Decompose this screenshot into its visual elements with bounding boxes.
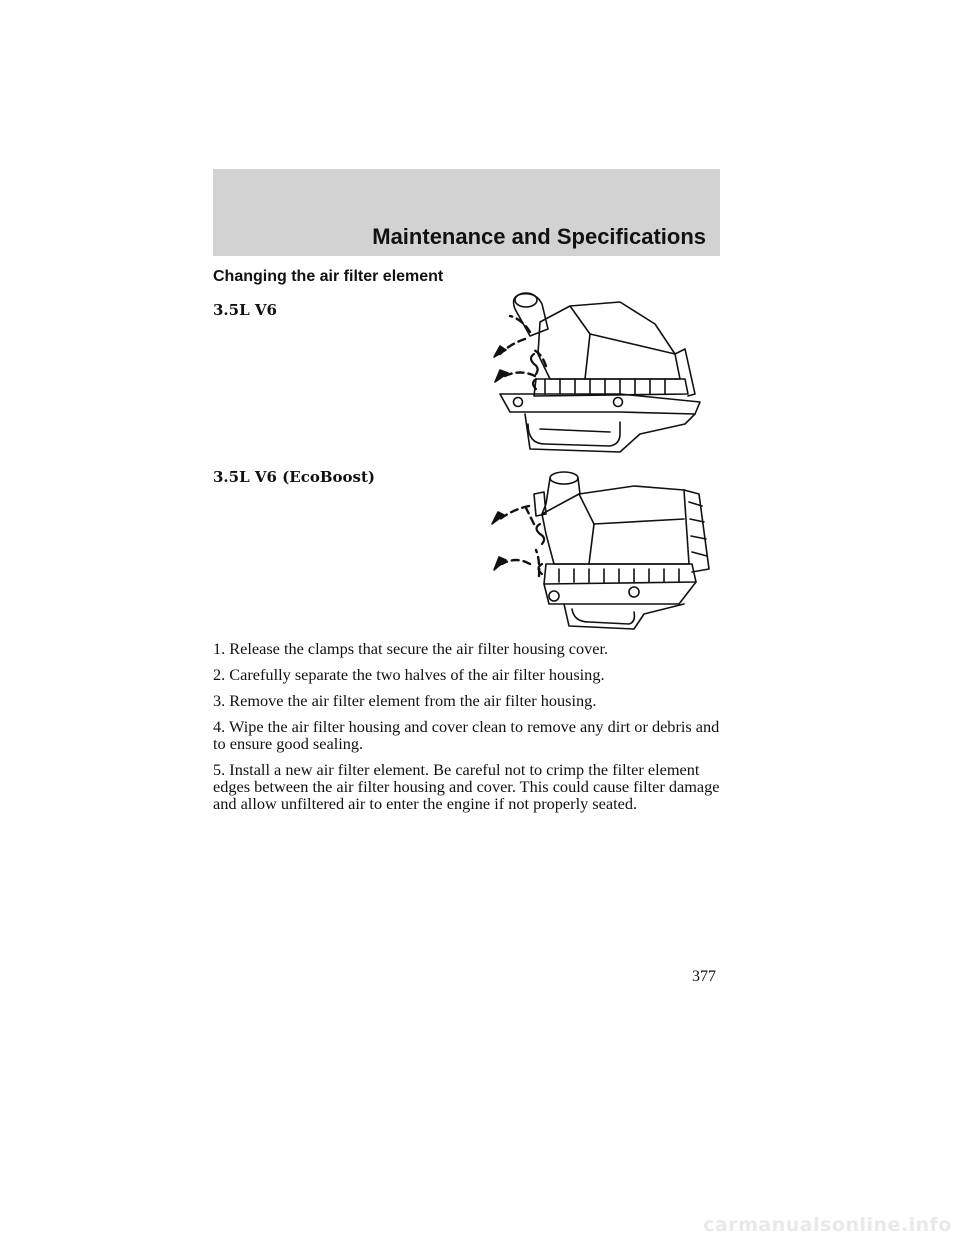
header-band <box>213 169 720 256</box>
instruction-steps <box>213 640 733 821</box>
step-4: 4. Wipe the air filter housing and cover clean to remove any dirt or debris and to ensure good sealing. <box>213 717 720 753</box>
section-heading: Changing the air filter element <box>213 268 444 285</box>
step-2: 2. Carefully separate the two halves of the air filter housing. <box>213 665 605 684</box>
engine-label-3-5l-v6-ecoboost: 3.5L V6 (EcoBoost) <box>213 468 375 486</box>
engine-label-3-5l-v6: 3.5L V6 <box>213 301 277 319</box>
air-filter-housing-ecoboost-illustration <box>484 464 720 634</box>
step-3: 3. Remove the air filter element from the air filter housing. <box>213 691 597 710</box>
watermark: carmanualsonline.info <box>703 1214 952 1236</box>
page-number: 377 <box>692 968 716 985</box>
chapter-title: Maintenance and Specifications <box>372 224 706 249</box>
step-1: 1. Release the clamps that secure the air filter housing cover. <box>213 639 609 658</box>
step-5: 5. Install a new air filter element. Be careful not to crimp the filter element edges between the air filter housing and cover. This could cause filter damage and allow unfiltered air to enter the engine if not properly seated. <box>213 760 720 813</box>
air-filter-housing-v6-illustration <box>470 284 710 459</box>
